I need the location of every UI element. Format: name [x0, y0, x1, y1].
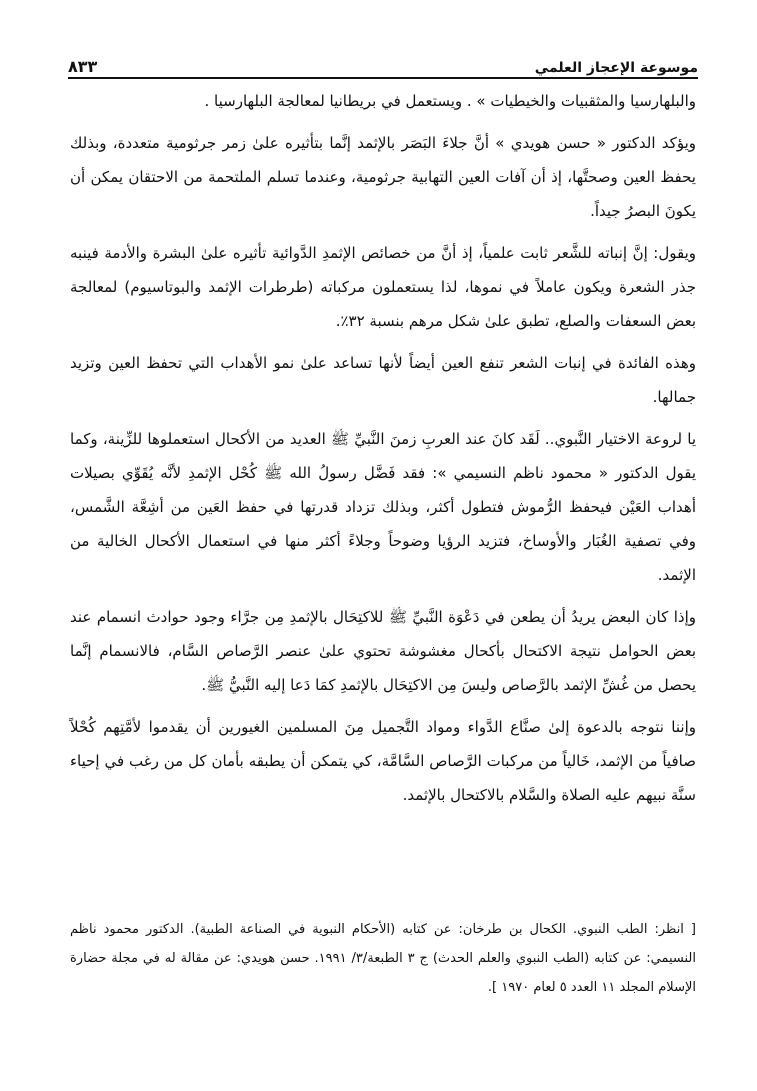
page-header — [68, 46, 698, 76]
body-text — [70, 84, 696, 820]
page-number: ٨٣٣ — [68, 57, 98, 76]
paragraph: يا لروعة الاختيار النَّبوي.. لَقَد كانَ عند العربِ زمنَ النَّبيِّ ﷺ العديد من الأكحال استعملوها للزِّينة، وكما يقول الدكتور « محمود ناظم النسيمي »: فقد فَضَّل رسولُ الله ﷺ كُحْل الإثمدِ لأنَّه يُقَوِّي بصيلات أهداب العَيْن فيحفظ الرُّموش فتطول أكثر، وبذلك تزداد قدرتها في حفظ العَين من أشِعَّة الشَّمس، وفي تصفية الغُبَار والأوساخ، فتزيد الرؤيا وضوحاً وجلاءً أكثر منها في استعمال الأكحال الخالية من الإثمد. — [70, 430, 696, 584]
paragraph: ويؤكد الدكتور « حسن هويدي » أنَّ جلاءَ البَصَر بالإثمد إنَّما بتأثيره علىٰ زمر جرثومية متعددة، وبذلك يحفظ العين وصحتَّها، إذ أن آفات العين التهابية جرثومية، وعندما تسلم الملتحمة من الاحتقان يمكن أن يكونَ البصرُ جيداً. — [70, 134, 696, 220]
running-title: موسوعة الإعجاز العلمي — [534, 60, 698, 76]
paragraph: وهذه الفائدة في إنبات الشعر تنفع العين أيضاً لأنها تساعد علىٰ نمو الأهداب التي تحفظ العين وتزيد جمالها. — [70, 354, 696, 406]
paragraph: وإننا نتوجه بالدعوة إلىٰ صنَّاع الدَّواء ومواد التَّجميل مِنَ المسلمين الغيورين أن يقدموا لأمَّتِهم كُحْلاً صافياً من الإثمد، خَالياً من مركبات الرَّصاص السَّامَّة، كي يتمكن أن يطبقه بأمان كل من رغب في إحياء سنَّة نبيهم عليه الصلاة والسَّلام بالاكتحال بالإثمد. — [70, 718, 696, 804]
paragraph: والبلهارسيا والمثقبيات والخيطيات » . ويستعمل في بريطانيا لمعالجة البلهارسيا . — [204, 92, 696, 110]
paragraph: ويقول: إنَّ إنباته للشَّعر ثابت علمياً، إذ أنَّ من خصائص الإثمدِ الدَّوائية تأثيره علىٰ البشرة والأدمة فينبه جذر الشعرة ويكون عاملاً في نموها، لذا يستعملون مركباته (طرطرات الإثمد والبوتاسيوم) لمعالجة بعض السعفات والصلع، تطبق علىٰ شكل مرهم بنسبة ٣٢٪. — [70, 244, 696, 330]
footnote: [ انظر: الطب النبوي. الكحال بن طرخان: عن كتابه (الأحكام النبوية في الصناعة الطبية). الدكتور محمود ناظم النسيمي: عن كتابه (الطب النبوي والعلم الحدث) ج ٣ الطبعة/٣/ ١٩٩١. حسن هويدي: عن مقالة له في مجلة حضارة الإسلام المجلد ١١ العدد ٥ لعام ١٩٧٠ ]. — [70, 922, 697, 995]
header-rule — [68, 77, 698, 79]
paragraph: وإذا كان البعض يريدُ أن يطعن في دَعْوَة النَّبيِّ ﷺ للاكتِحَال بالإثمدِ مِن جرَّاء وجود حوادث انسمام عند بعض الحوامل نتيجة الاكتحال بأكحال مغشوشة تحتوي علىٰ عنصر الرَّصاص السَّام، فالانسمام إنَّما يحصل من غُشِّ الإثمد بالرَّصاص وليسَ مِن الاكتِحَال بالإثمدِ كمَا دَعا إليه النَّبيُّ ﷺ. — [70, 608, 696, 694]
